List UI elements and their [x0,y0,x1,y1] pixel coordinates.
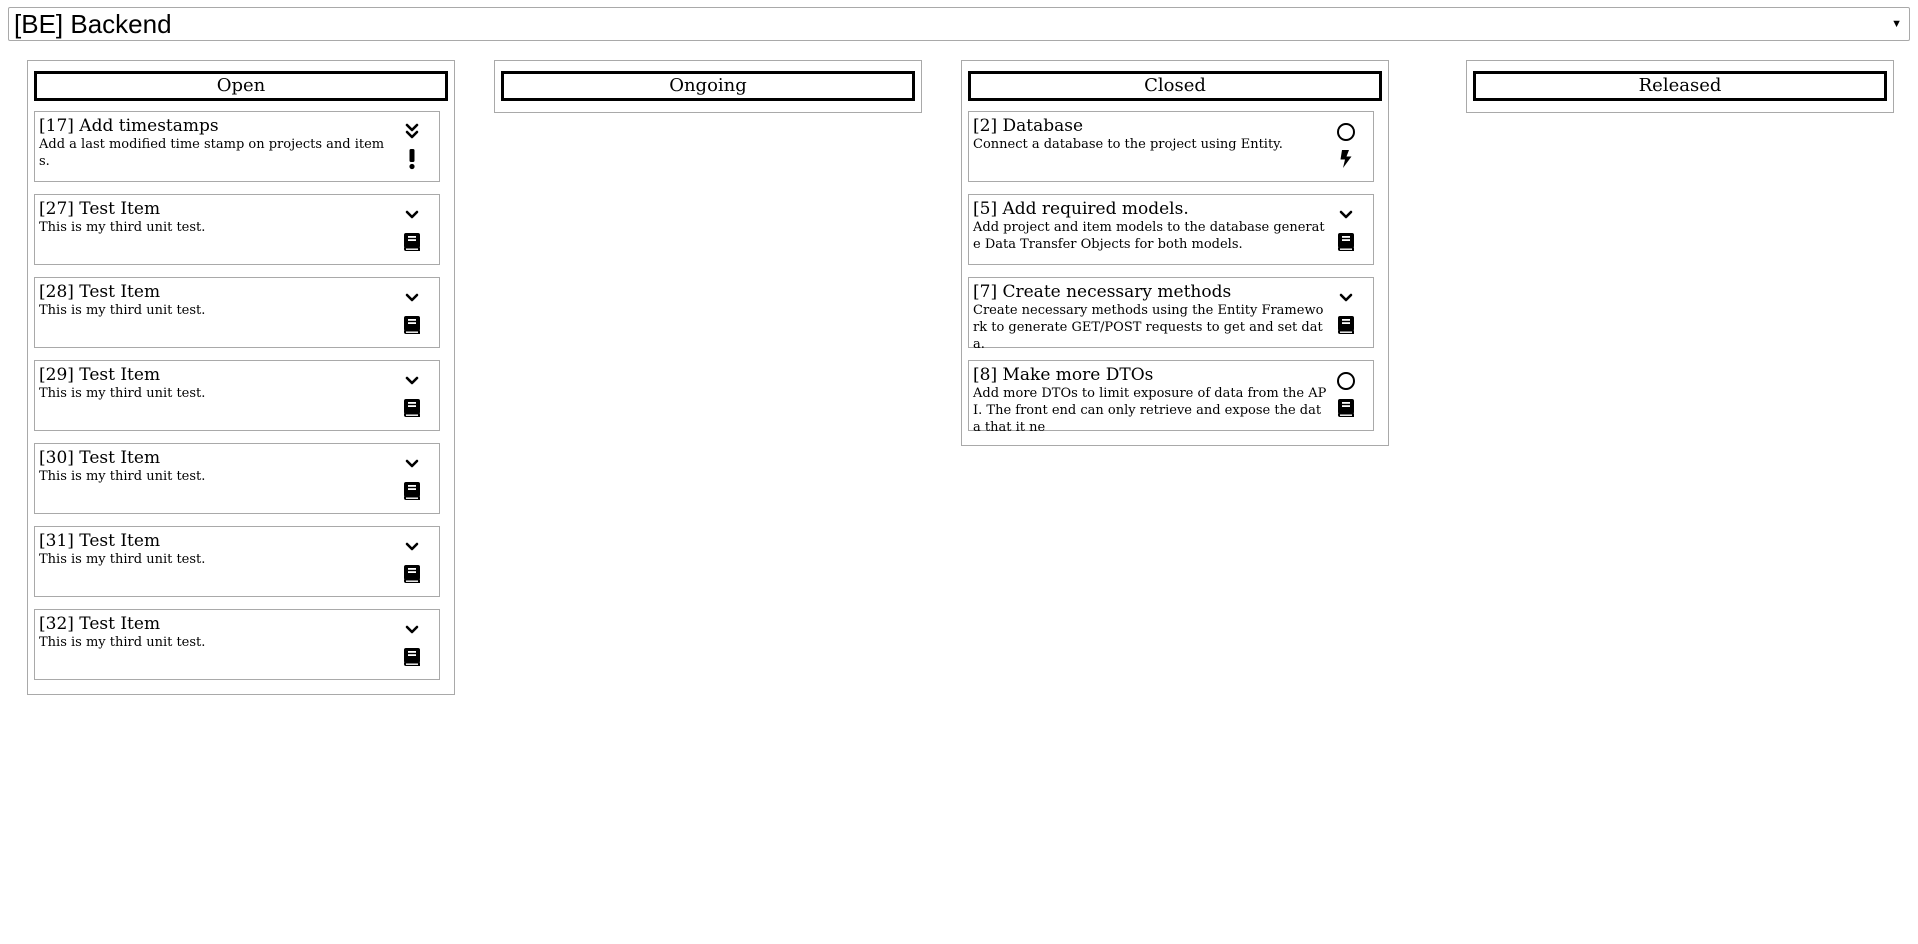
card-description: This is my third unit test. [39,469,206,484]
card[interactable] [968,360,1374,435]
card-description: This is my third unit test. [39,552,206,567]
dropdown-arrow-icon: ▼ [1891,18,1902,30]
card-title: [30] Test Item [39,448,161,468]
card-title: [7] Create necessary methods [973,282,1232,302]
card[interactable] [34,609,440,680]
book-icon [401,313,423,337]
circle-icon [1335,120,1357,144]
card-description: Connect a database to the project using Entity. [973,137,1283,152]
column-ongoing [494,60,922,113]
chevron-down-icon [1335,286,1357,310]
card-description: This is my third unit test. [39,635,206,650]
chevron-down-icon [401,369,423,393]
card-title: [5] Add required models. [973,199,1189,219]
book-icon [1335,313,1357,337]
card-title: [27] Test Item [39,199,161,219]
book-icon [401,562,423,586]
card-title: [28] Test Item [39,282,161,302]
card-list-released [1467,101,1893,112]
card[interactable] [34,360,440,431]
card[interactable] [34,194,440,265]
chevron-down-icon [401,535,423,559]
chevron-down-icon [401,618,423,642]
double-chevron-down-icon [401,120,423,144]
card[interactable] [34,526,440,597]
card-list-closed [962,101,1388,445]
book-icon [1335,396,1357,420]
bolt-icon [1335,147,1357,171]
card-description: Create necessary methods using the Entity Framework to generate GET/POST requests to get and set data. [973,303,1324,352]
exclamation-icon [401,147,423,171]
book-icon [1335,230,1357,254]
book-icon [401,396,423,420]
card-description: Add a last modified time stamp on projects and items. [39,137,385,169]
card[interactable] [968,111,1374,182]
project-select-value: [BE] Backend [14,9,172,39]
card-title: [31] Test Item [39,531,161,551]
card-title: [32] Test Item [39,614,161,634]
card-description: This is my third unit test. [39,220,206,235]
card[interactable] [34,443,440,514]
chevron-down-icon [1335,203,1357,227]
chevron-down-icon [401,452,423,476]
column-open [27,60,455,695]
project-select[interactable] [8,7,1910,41]
card-description: Add project and item models to the database generate Data Transfer Objects for both models. [973,220,1325,252]
card-list-open [28,101,454,694]
column-header-closed[interactable]: Closed [968,71,1382,101]
card-description: This is my third unit test. [39,386,206,401]
card[interactable] [34,277,440,348]
book-icon [401,645,423,669]
card-title: [2] Database [973,116,1084,136]
card-description: This is my third unit test. [39,303,206,318]
card-description: Add more DTOs to limit exposure of data from the API. The front end can only retrieve and expose the data that it ne [973,386,1327,435]
card-title: [29] Test Item [39,365,161,385]
card[interactable] [34,111,440,182]
column-header-open[interactable]: Open [34,71,448,101]
column-header-ongoing[interactable]: Ongoing [501,71,915,101]
card[interactable] [968,194,1374,265]
card-title: [17] Add timestamps [39,116,219,136]
column-closed [961,60,1389,446]
card[interactable] [968,277,1374,352]
column-released [1466,60,1894,113]
card-list-ongoing [495,101,921,112]
circle-icon [1335,369,1357,393]
column-header-released[interactable]: Released [1473,71,1887,101]
chevron-down-icon [401,203,423,227]
chevron-down-icon [401,286,423,310]
book-icon [401,230,423,254]
card-title: [8] Make more DTOs [973,365,1154,385]
book-icon [401,479,423,503]
